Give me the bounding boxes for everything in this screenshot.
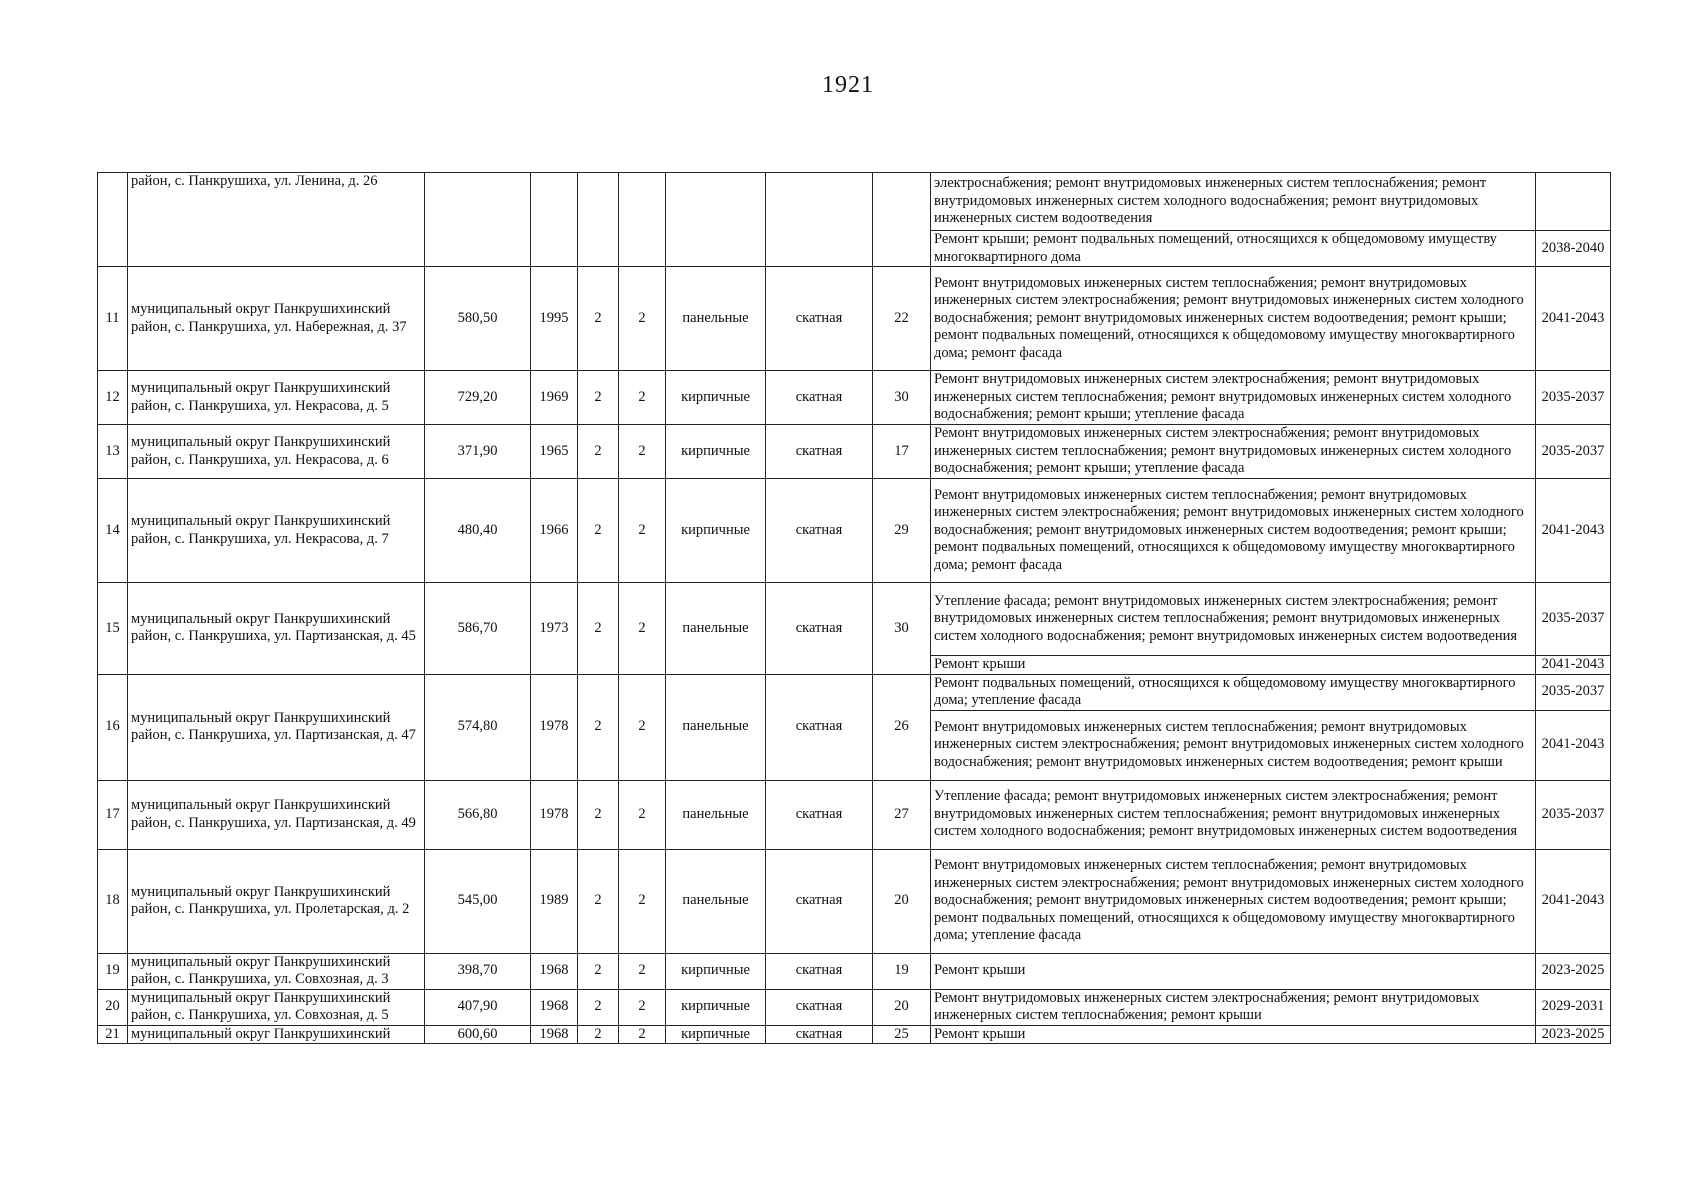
house-area: 480,40 [425, 479, 531, 583]
house-address: муниципальный округ Панкрушихинский район, с. Панкрушиха, ул. Некрасова, д. 5 [128, 371, 425, 425]
floor-count: 2 [578, 1025, 619, 1044]
house-address: муниципальный округ Панкрушихинский район, с. Панкрушиха, ул. Совхозная, д. 5 [128, 989, 425, 1025]
row-number: 16 [98, 674, 128, 780]
repair-works: Ремонт внутридомовых инженерных систем теплоснабжения; ремонт внутридомовых инженерных систем электроснабжения; ремонт внутридомовых инженерных систем холодного водоснабжения; ремонт внутридомовых инженерных систем водоотведения; ремонт крыши; ремонт подвальных помещений, относящихся к общедомовому имуществу многоквартирного дома; ремонт фасада [931, 479, 1536, 583]
house-area: 729,20 [425, 371, 531, 425]
repair-period: 2035-2037 [1536, 425, 1611, 479]
page-number: 1921 [822, 72, 874, 98]
house-address: муниципальный округ Панкрушихинский район, с. Панкрушиха, ул. Набережная, д. 37 [128, 267, 425, 371]
floor-count: 2 [578, 780, 619, 849]
table-row [98, 849, 1611, 953]
row-number: 14 [98, 479, 128, 583]
roof-type: скатная [766, 1025, 873, 1044]
entrance-count: 2 [619, 583, 666, 675]
house-address: муниципальный округ Панкрушихинский район, с. Панкрушиха, ул. Некрасова, д. 6 [128, 425, 425, 479]
build-year: 1989 [531, 849, 578, 953]
build-year: 1965 [531, 425, 578, 479]
house-address: муниципальный округ Панкрушихинский район, с. Панкрушиха, ул. Партизанская, д. 45 [128, 583, 425, 675]
repair-period: 2029-2031 [1536, 989, 1611, 1025]
table-row [98, 583, 1611, 656]
table-row [98, 780, 1611, 849]
repair-period [1536, 173, 1611, 231]
entrance-count: 2 [619, 953, 666, 989]
house-area: 574,80 [425, 674, 531, 780]
roof-type: скатная [766, 780, 873, 849]
house-address: муниципальный округ Панкрушихинский [128, 1025, 425, 1044]
floor-count: 2 [578, 674, 619, 780]
roof-type: скатная [766, 479, 873, 583]
repair-period: 2035-2037 [1536, 371, 1611, 425]
entrance-count: 2 [619, 849, 666, 953]
repair-works: Ремонт подвальных помещений, относящихся к общедомовому имуществу многоквартирного дома; утепление фасада [931, 674, 1536, 710]
house-area: 586,70 [425, 583, 531, 675]
repair-works: Ремонт внутридомовых инженерных систем теплоснабжения; ремонт внутридомовых инженерных систем электроснабжения; ремонт внутридомовых инженерных систем холодного водоснабжения; ремонт внутридомовых инженерных систем водоотведения; ремонт крыши; ремонт подвальных помещений, относящихся к общедомовому имуществу многоквартирного дома; утепление фасада [931, 849, 1536, 953]
floor-count: 2 [578, 479, 619, 583]
floor-count: 2 [578, 583, 619, 675]
wall-material: панельные [666, 267, 766, 371]
table-row [98, 953, 1611, 989]
resident-count: 26 [873, 674, 931, 780]
house-address: муниципальный округ Панкрушихинский район, с. Панкрушиха, ул. Партизанская, д. 49 [128, 780, 425, 849]
repair-period: 2041-2043 [1536, 710, 1611, 780]
resident-count: 29 [873, 479, 931, 583]
row-number: 18 [98, 849, 128, 953]
floor-count: 2 [578, 989, 619, 1025]
table-row [98, 173, 1611, 231]
build-year: 1968 [531, 1025, 578, 1044]
entrance-count: 2 [619, 425, 666, 479]
repair-works: Ремонт крыши [931, 1025, 1536, 1044]
resident-count: 22 [873, 267, 931, 371]
roof-type: скатная [766, 371, 873, 425]
table-row [98, 479, 1611, 583]
wall-material: панельные [666, 583, 766, 675]
register-table [97, 172, 1611, 1044]
repair-period: 2041-2043 [1536, 656, 1611, 675]
wall-material: панельные [666, 849, 766, 953]
row-number: 12 [98, 371, 128, 425]
table-row [98, 425, 1611, 479]
house-area: 545,00 [425, 849, 531, 953]
row-number: 17 [98, 780, 128, 849]
resident-count: 17 [873, 425, 931, 479]
house-area: 371,90 [425, 425, 531, 479]
entrance-count: 2 [619, 267, 666, 371]
wall-material: кирпичные [666, 1025, 766, 1044]
build-year: 1973 [531, 583, 578, 675]
table-body [98, 173, 1611, 1044]
roof-type: скатная [766, 989, 873, 1025]
build-year [531, 173, 578, 267]
house-area: 407,90 [425, 989, 531, 1025]
entrance-count: 2 [619, 989, 666, 1025]
repair-period: 2038-2040 [1536, 231, 1611, 267]
floor-count: 2 [578, 371, 619, 425]
entrance-count: 2 [619, 479, 666, 583]
row-number: 21 [98, 1025, 128, 1044]
roof-type: скатная [766, 425, 873, 479]
wall-material [666, 173, 766, 267]
build-year: 1966 [531, 479, 578, 583]
roof-type: скатная [766, 674, 873, 780]
entrance-count: 2 [619, 371, 666, 425]
roof-type: скатная [766, 267, 873, 371]
floor-count: 2 [578, 849, 619, 953]
repair-works: Ремонт крыши [931, 953, 1536, 989]
resident-count: 20 [873, 989, 931, 1025]
repair-works: Ремонт крыши; ремонт подвальных помещений, относящихся к общедомовому имуществу многоквартирного дома [931, 231, 1536, 267]
house-area: 566,80 [425, 780, 531, 849]
wall-material: кирпичные [666, 953, 766, 989]
row-number: 19 [98, 953, 128, 989]
repair-works: Утепление фасада; ремонт внутридомовых инженерных систем электроснабжения; ремонт внутридомовых инженерных систем теплоснабжения; ремонт внутридомовых инженерных систем холодного водоснабжения; ремонт внутридомовых инженерных систем водоотведения [931, 780, 1536, 849]
wall-material: кирпичные [666, 371, 766, 425]
row-number: 11 [98, 267, 128, 371]
house-address: район, с. Панкрушиха, ул. Ленина, д. 26 [128, 173, 425, 267]
wall-material: кирпичные [666, 989, 766, 1025]
table-row [98, 674, 1611, 710]
floor-count: 2 [578, 267, 619, 371]
repair-works: Ремонт внутридомовых инженерных систем теплоснабжения; ремонт внутридомовых инженерных систем электроснабжения; ремонт внутридомовых инженерных систем холодного водоснабжения; ремонт внутридомовых инженерных систем водоотведения; ремонт крыши; ремонт подвальных помещений, относящихся к общедомовому имуществу многоквартирного дома; ремонт фасада [931, 267, 1536, 371]
repair-period: 2023-2025 [1536, 1025, 1611, 1044]
repair-period: 2041-2043 [1536, 479, 1611, 583]
house-area: 580,50 [425, 267, 531, 371]
resident-count: 20 [873, 849, 931, 953]
repair-works: Ремонт внутридомовых инженерных систем теплоснабжения; ремонт внутридомовых инженерных систем электроснабжения; ремонт внутридомовых инженерных систем холодного водоснабжения; ремонт внутридомовых инженерных систем водоотведения; ремонт крыши [931, 710, 1536, 780]
house-address: муниципальный округ Панкрушихинский район, с. Панкрушиха, ул. Партизанская, д. 47 [128, 674, 425, 780]
roof-type: скатная [766, 583, 873, 675]
build-year: 1968 [531, 953, 578, 989]
resident-count: 25 [873, 1025, 931, 1044]
build-year: 1978 [531, 674, 578, 780]
floor-count [578, 173, 619, 267]
build-year: 1978 [531, 780, 578, 849]
repair-works: Ремонт внутридомовых инженерных систем электроснабжения; ремонт внутридомовых инженерных систем теплоснабжения; ремонт внутридомовых инженерных систем холодного водоснабжения; ремонт крыши; утепление фасада [931, 371, 1536, 425]
entrance-count: 2 [619, 674, 666, 780]
house-area [425, 173, 531, 267]
repair-works: Ремонт внутридомовых инженерных систем электроснабжения; ремонт внутридомовых инженерных систем теплоснабжения; ремонт крыши [931, 989, 1536, 1025]
table-row [98, 371, 1611, 425]
repair-period: 2035-2037 [1536, 583, 1611, 656]
house-address: муниципальный округ Панкрушихинский район, с. Панкрушиха, ул. Пролетарская, д. 2 [128, 849, 425, 953]
repair-period: 2041-2043 [1536, 267, 1611, 371]
repair-period: 2041-2043 [1536, 849, 1611, 953]
resident-count: 27 [873, 780, 931, 849]
row-number: 20 [98, 989, 128, 1025]
resident-count: 19 [873, 953, 931, 989]
wall-material: панельные [666, 674, 766, 780]
house-area: 600,60 [425, 1025, 531, 1044]
house-address: муниципальный округ Панкрушихинский район, с. Панкрушиха, ул. Совхозная, д. 3 [128, 953, 425, 989]
wall-material: кирпичные [666, 425, 766, 479]
repair-period: 2023-2025 [1536, 953, 1611, 989]
build-year: 1995 [531, 267, 578, 371]
resident-count: 30 [873, 371, 931, 425]
table-row [98, 1025, 1611, 1044]
entrance-count [619, 173, 666, 267]
roof-type: скатная [766, 849, 873, 953]
house-address: муниципальный округ Панкрушихинский район, с. Панкрушиха, ул. Некрасова, д. 7 [128, 479, 425, 583]
row-number: 15 [98, 583, 128, 675]
build-year: 1969 [531, 371, 578, 425]
repair-period: 2035-2037 [1536, 780, 1611, 849]
repair-works: Ремонт внутридомовых инженерных систем электроснабжения; ремонт внутридомовых инженерных систем теплоснабжения; ремонт внутридомовых инженерных систем холодного водоснабжения; ремонт крыши; утепление фасада [931, 425, 1536, 479]
row-number [98, 173, 128, 267]
table-row [98, 267, 1611, 371]
build-year: 1968 [531, 989, 578, 1025]
row-number: 13 [98, 425, 128, 479]
floor-count: 2 [578, 953, 619, 989]
wall-material: панельные [666, 780, 766, 849]
floor-count: 2 [578, 425, 619, 479]
entrance-count: 2 [619, 1025, 666, 1044]
resident-count [873, 173, 931, 267]
house-area: 398,70 [425, 953, 531, 989]
repair-works: электроснабжения; ремонт внутридомовых инженерных систем теплоснабжения; ремонт внутридомовых инженерных систем холодного водоснабжения; ремонт внутридомовых инженерных систем водоотведения [931, 173, 1536, 231]
table-row [98, 989, 1611, 1025]
entrance-count: 2 [619, 780, 666, 849]
roof-type: скатная [766, 953, 873, 989]
resident-count: 30 [873, 583, 931, 675]
repair-works: Ремонт крыши [931, 656, 1536, 675]
wall-material: кирпичные [666, 479, 766, 583]
repair-period: 2035-2037 [1536, 674, 1611, 710]
roof-type [766, 173, 873, 267]
repair-works: Утепление фасада; ремонт внутридомовых инженерных систем электроснабжения; ремонт внутридомовых инженерных систем теплоснабжения; ремонт внутридомовых инженерных систем холодного водоснабжения; ремонт внутридомовых инженерных систем водоотведения [931, 583, 1536, 656]
